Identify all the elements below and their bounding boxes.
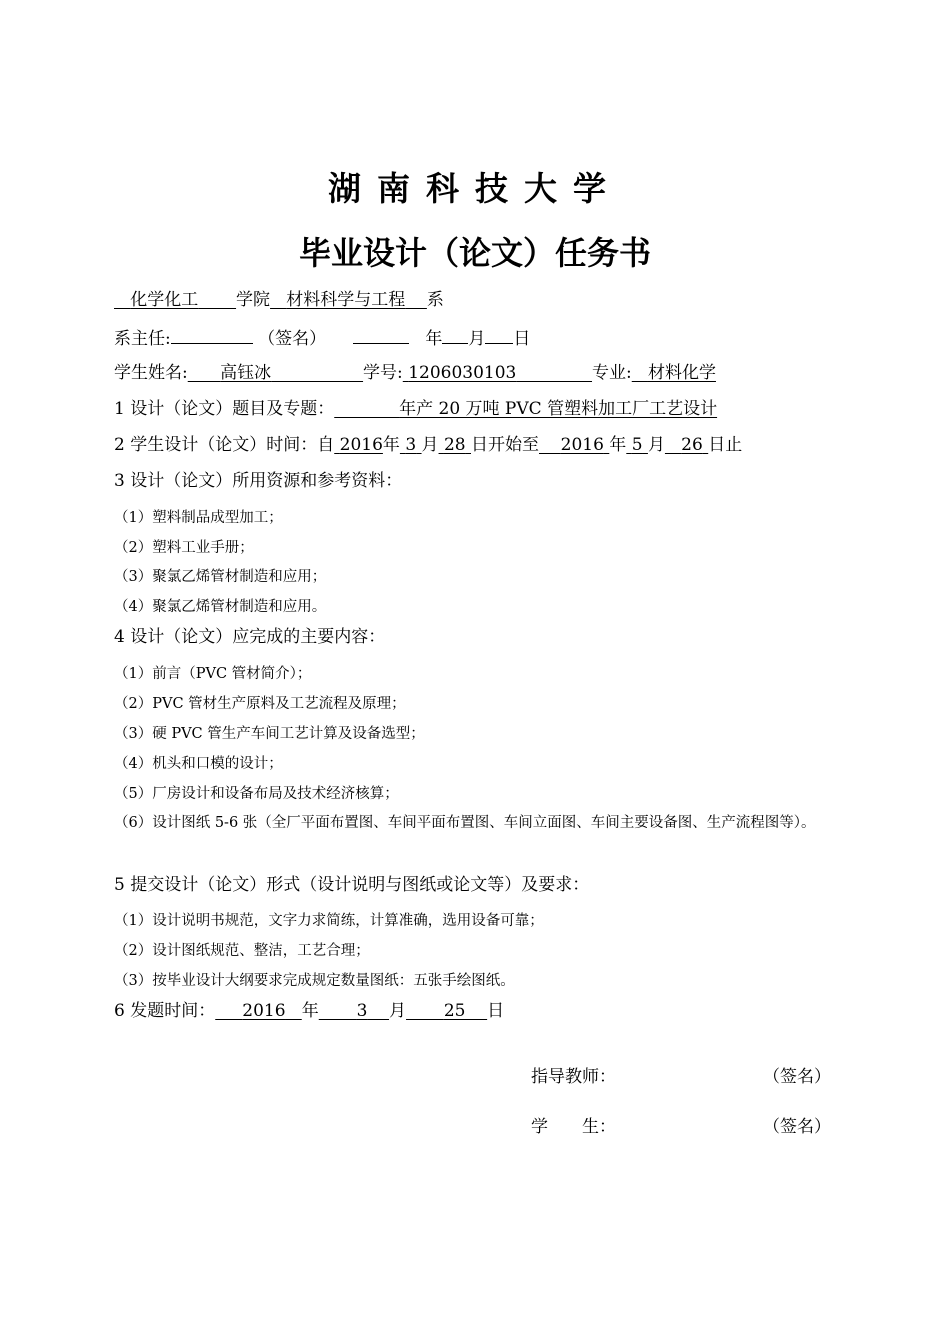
section3-heading: 3 设计（论文）所用资源和参考资料： xyxy=(114,471,403,491)
end-day: 26 xyxy=(681,435,703,455)
time-line xyxy=(114,434,742,456)
start-year: 2016 xyxy=(339,435,383,455)
topic-line xyxy=(114,398,717,420)
issue-month: 3 xyxy=(356,1001,368,1021)
end-month: 5 xyxy=(631,435,643,455)
issue-day: 25 xyxy=(443,1001,466,1021)
day-label: 日 xyxy=(513,329,531,349)
issue-date-line xyxy=(114,1000,504,1022)
list-item: （4）机头和口模的设计； xyxy=(114,756,283,772)
list-item: （2）设计图纸规范、整洁，工艺合理； xyxy=(114,943,370,959)
department-line xyxy=(114,289,444,311)
topic-value: 年产 20 万吨 PVC 管塑料加工厂工艺设计 xyxy=(399,399,718,419)
end-year-unit: 年 xyxy=(609,435,627,455)
director-line xyxy=(114,325,530,350)
issue-label: 6 发题时间： xyxy=(114,1001,216,1021)
college-suffix: 学院 xyxy=(236,290,271,310)
director-label: 系主任: xyxy=(114,329,171,349)
list-item: （1）前言（PVC 管材简介）； xyxy=(114,666,312,682)
start-day: 28 xyxy=(443,435,466,455)
department-value: 材料科学与工程 xyxy=(286,290,406,310)
list-item: （4）聚氯乙烯管材制造和应用。 xyxy=(114,599,327,615)
section5-heading: 5 提交设计（论文）形式（设计说明与图纸或论文等）及要求： xyxy=(114,875,590,895)
list-item: （6）设计图纸 5-6 张（全厂平面布置图、车间平面布置图、车间立面图、车间主要设备图、生产流程图等）。 xyxy=(114,815,816,831)
start-month: 3 xyxy=(405,435,417,455)
year-blank xyxy=(353,325,409,344)
university-title: 湖南科技大学 xyxy=(328,169,622,208)
section4-heading: 4 设计（论文）应完成的主要内容： xyxy=(114,627,386,647)
month-blank xyxy=(442,325,468,344)
student-id-value: 1206030103 xyxy=(408,363,517,383)
start-day-unit: 日开始至 xyxy=(471,435,539,455)
advisor-sign: （签名） xyxy=(763,1067,831,1087)
end-year: 2016 xyxy=(560,435,604,455)
year-label: 年 xyxy=(425,329,443,349)
start-month-unit: 月 xyxy=(421,435,439,455)
start-year-unit: 年 xyxy=(382,435,400,455)
time-label: 2 学生设计（论文）时间：自 xyxy=(114,435,335,455)
end-day-unit: 日止 xyxy=(708,435,743,455)
day-blank xyxy=(485,325,513,344)
major-label: 专业: xyxy=(592,363,632,383)
month-label: 月 xyxy=(468,329,486,349)
list-item: （3）硬 PVC 管生产车间工艺计算及设备选型； xyxy=(114,726,425,742)
student-id-label: 学号: xyxy=(363,363,403,383)
department-suffix: 系 xyxy=(426,290,444,310)
issue-year-unit: 年 xyxy=(301,1001,319,1021)
issue-day-unit: 日 xyxy=(487,1001,505,1021)
student-name-label: 学生姓名: xyxy=(114,363,188,383)
list-item: （2）PVC 管材生产原料及工艺流程及原理； xyxy=(114,696,406,712)
student-line xyxy=(114,362,716,384)
list-item: （5）厂房设计和设备布局及技术经济核算； xyxy=(114,786,399,802)
director-sign: （签名） xyxy=(258,329,327,349)
list-item: （1）设计说明书规范，文字力求简练，计算准确，选用设备可靠； xyxy=(114,913,544,929)
topic-label: 1 设计（论文）题目及专题： xyxy=(114,399,335,419)
major-value: 材料化学 xyxy=(647,363,716,383)
list-item: （3）按毕业设计大纲要求完成规定数量图纸：五张手绘图纸。 xyxy=(114,973,515,989)
list-item: （1）塑料制品成型加工； xyxy=(114,510,283,526)
issue-month-unit: 月 xyxy=(389,1001,407,1021)
advisor-label: 指导教师： xyxy=(531,1067,616,1087)
college-value: 化学化工 xyxy=(130,290,199,310)
issue-year: 2016 xyxy=(242,1001,286,1021)
student-sign-label: 学 生： xyxy=(531,1117,616,1137)
document-title: 毕业设计（论文）任务书 xyxy=(298,234,651,272)
student-sign: （签名） xyxy=(763,1117,831,1137)
list-item: （3）聚氯乙烯管材制造和应用； xyxy=(114,569,327,585)
list-item: （2）塑料工业手册； xyxy=(114,540,254,556)
director-blank xyxy=(171,325,253,344)
end-month-unit: 月 xyxy=(647,435,665,455)
student-name-value: 高钰冰 xyxy=(220,363,272,383)
